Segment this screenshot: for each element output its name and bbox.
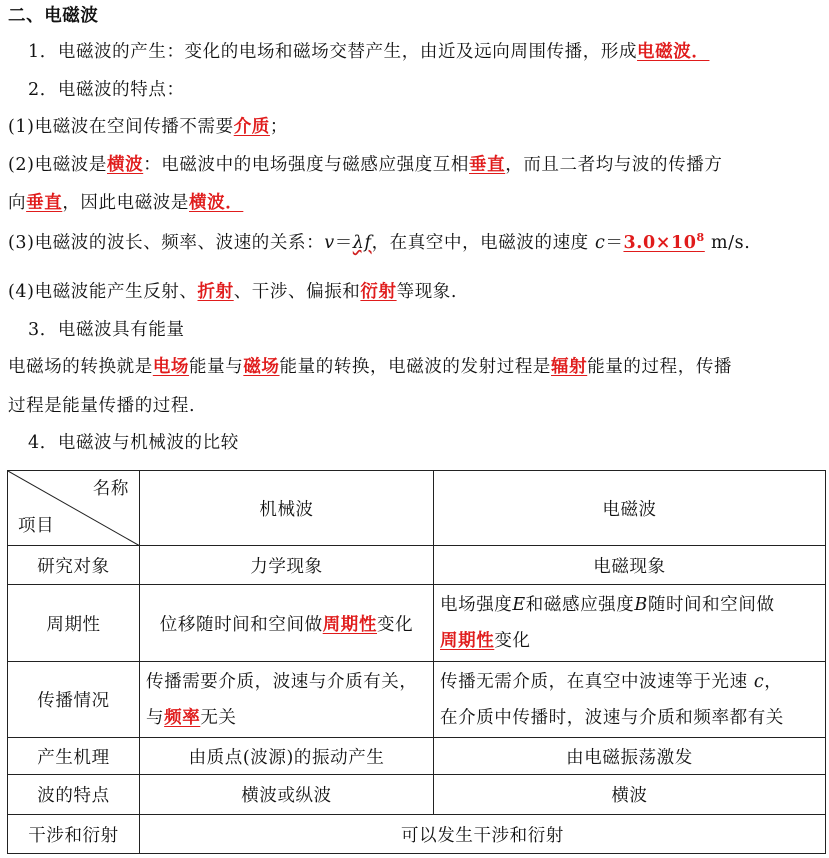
c-symbol: c: [594, 233, 606, 253]
energy-paragraph: [8, 355, 732, 379]
answer: 折射: [197, 282, 234, 302]
unit: m/s.: [704, 233, 751, 253]
row-label: 周期性: [8, 585, 140, 662]
mechanical-cell: [140, 662, 434, 738]
mechanical-cell: [140, 585, 434, 662]
section-title: 二、电磁波: [8, 6, 99, 26]
answer: 电磁波．: [637, 42, 710, 62]
item-number: 2．: [28, 80, 58, 100]
answer: 周期性: [322, 614, 377, 635]
paragraph-3: [28, 318, 185, 342]
symbol-b: B: [634, 595, 648, 615]
text: ，: [764, 671, 783, 692]
answer: 横波: [107, 155, 144, 175]
text: 电磁波的特点：: [57, 80, 185, 100]
text: 、干涉、偏振和: [233, 282, 361, 302]
row-label: 干涉和衍射: [8, 815, 140, 854]
feature-1: [8, 115, 288, 139]
equals: ＝: [605, 233, 624, 253]
table-row: [8, 546, 826, 585]
item-number: 4．: [28, 433, 58, 453]
em-cell: [434, 585, 826, 662]
answer-mantissa: 3.0×10: [623, 233, 697, 253]
shared-cell: 可以发生干涉和衍射: [140, 815, 826, 854]
formula-lambda-f: λf: [352, 233, 372, 253]
text: 位移随时间和空间做: [159, 614, 323, 635]
paragraph-2: [28, 78, 185, 102]
text: 传播无需介质，在真空中波速等于光速: [440, 671, 754, 692]
em-cell: 由电磁振荡激发: [434, 738, 826, 775]
table-row: [8, 585, 826, 662]
text: (2)电磁波是: [8, 155, 107, 175]
text: 向: [8, 193, 27, 213]
text: ：电磁波中的电场强度与磁感应强度互相: [143, 155, 470, 175]
answer: 磁场: [243, 357, 280, 377]
answer: 周期性: [440, 631, 495, 651]
text: 无关: [200, 707, 237, 728]
text: 电场强度: [440, 595, 513, 615]
header-corner-cell: [8, 471, 140, 546]
feature-3: [8, 231, 750, 255]
item-number: 3．: [28, 320, 58, 340]
row-label: 波的特点: [8, 775, 140, 815]
text: 能量与: [189, 357, 244, 377]
answer: 垂直: [26, 193, 63, 213]
text: ，在真空中，电磁波的速度: [371, 233, 595, 253]
table-header-row: [8, 471, 826, 546]
text: 随时间和空间做: [647, 595, 775, 615]
table-row: [8, 815, 826, 854]
table-row: [8, 738, 826, 775]
text: ；: [269, 117, 289, 137]
text: 和磁感应强度: [525, 595, 635, 615]
header-name-label: 名称: [92, 479, 129, 499]
row-label: 传播情况: [8, 662, 140, 738]
mechanical-cell: 横波或纵波: [140, 775, 434, 815]
answer: 横波．: [189, 193, 244, 213]
item-number: 1．: [28, 42, 58, 62]
text: (4)电磁波能产生反射、: [8, 282, 198, 302]
em-cell: 电磁现象: [434, 546, 826, 585]
mechanical-cell: 力学现象: [140, 546, 434, 585]
comparison-table: [7, 470, 826, 854]
paragraph-1: [28, 40, 709, 64]
feature-2: [8, 153, 722, 177]
text: ，因此电磁波是: [62, 193, 190, 213]
feature-4: [8, 280, 457, 304]
text: 与: [146, 707, 165, 728]
text: 传播需要介质，波速与介质有关，: [146, 671, 418, 692]
symbol-e: E: [512, 595, 526, 615]
formula-equals: ＝: [334, 233, 353, 253]
paragraph-4: [28, 431, 239, 455]
text: 能量的转换，电磁波的发射过程是: [279, 357, 552, 377]
answer: [623, 233, 704, 253]
text: (3)电磁波的波长、频率、波速的关系：: [8, 233, 325, 253]
answer: 频率: [164, 707, 201, 728]
table-row: [8, 775, 826, 815]
answer-exponent: 8: [696, 231, 705, 244]
text: 电磁波具有能量: [57, 320, 185, 340]
header-mechanical-wave: 机械波: [140, 471, 434, 546]
table-row: [8, 662, 826, 738]
answer: 衍射: [360, 282, 397, 302]
text: 电磁波的产生：变化的电场和磁场交替产生，由近及远向周围传播，形成: [57, 42, 638, 62]
formula-v: v: [324, 233, 335, 253]
text: 变化: [377, 614, 414, 635]
text: 电磁场的转换就是: [8, 357, 153, 377]
energy-paragraph-line-2: 过程是能量传播的过程.: [8, 396, 196, 416]
row-label: 研究对象: [8, 546, 140, 585]
answer: 介质: [233, 117, 270, 137]
em-cell: 横波: [434, 775, 826, 815]
text: 变化: [494, 631, 531, 651]
em-cell: [434, 662, 826, 738]
header-em-wave: 电磁波: [434, 471, 826, 546]
header-item-label: 项目: [18, 516, 55, 536]
mechanical-cell: 由质点(波源)的振动产生: [140, 738, 434, 775]
text: 等现象.: [396, 282, 458, 302]
answer: 辐射: [551, 357, 588, 377]
feature-2-line-2: [8, 191, 243, 215]
text: (1)电磁波在空间传播不需要: [8, 117, 234, 137]
row-label: 产生机理: [8, 738, 140, 775]
text: 能量的过程，传播: [587, 357, 733, 377]
symbol-c: c: [753, 671, 765, 692]
text: 在介质中传播时，波速与介质和频率都有关: [440, 707, 784, 728]
text: ，而且二者均与波的传播方: [505, 155, 723, 175]
text: 电磁波与机械波的比较: [57, 433, 239, 453]
answer: 电场: [152, 357, 190, 377]
answer: 垂直: [469, 155, 506, 175]
